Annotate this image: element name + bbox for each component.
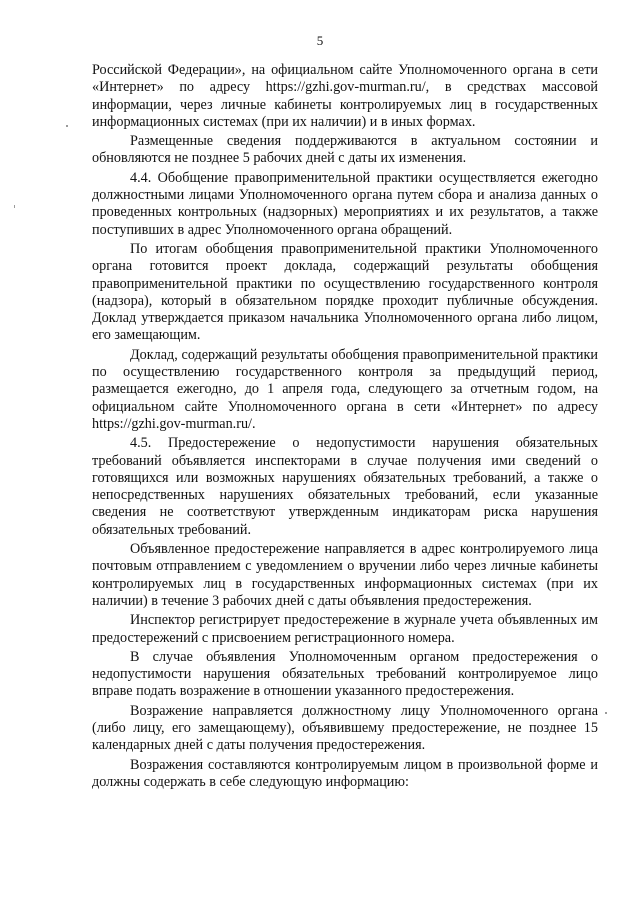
paragraph-4-5: 4.5. Предостережение о недопустимости нарушения обязательных требований объявляется инспекторами в случае получения ими сведений о готовящихся или возможных нарушениях обязательных требований, а также о непосредственных нарушениях обязательных требований, если указанные сведения не соответствуют утвержденным индикаторам риска нарушения обязательных требований.	[92, 435, 598, 538]
scan-speck	[605, 712, 607, 714]
document-body	[92, 62, 598, 791]
paragraph: Возражение направляется должностному лицу Уполномоченного органа (либо лицу, его замещающему), объявившему предостережение, не позднее 15 календарных дней с даты получения предостережения.	[92, 702, 598, 754]
scan-speck	[14, 205, 15, 208]
paragraph: В случае объявления Уполномоченным органом предостережения о недопустимости нарушения обязательных требований контролируемое лицо вправе подать возражение в отношении указанного предостережения.	[92, 648, 598, 700]
paragraph: Инспектор регистрирует предостережение в журнале учета объявленных им предостережений с присвоением регистрационного номера.	[92, 612, 598, 646]
paragraph: Объявленное предостережение направляется в адрес контролируемого лица почтовым отправлением с уведомлением о вручении либо через личные кабинеты контролируемых лиц в государственных информационных системах (при их наличии) в течение 3 рабочих дней с даты объявления предостережения.	[92, 541, 598, 609]
paragraph-4-4: 4.4. Обобщение правоприменительной практики осуществляется ежегодно должностными лицами Уполномоченного органа путем сбора и анализа данных о проведенных контрольных (надзорных) мероприятиях и их результатов, а также поступивших в адрес Уполномоченного органа обращений.	[92, 169, 598, 238]
paragraph-continuation: Российской Федерации», на официальном сайте Уполномоченного органа в сети «Интернет» по адресу https://gzhi.gov-murman.ru/, в средствах массовой информации, через личные кабинеты контролируемых лиц в государственных информационных системах (при их наличии) и в иных формах.	[92, 62, 598, 130]
paragraph: Доклад, содержащий результаты обобщения правоприменительной практики по осуществлению государственного контроля за предыдущий период, размещается ежегодно, до 1 апреля года, следующего за отчетным годом, на официальном сайте Уполномоченного органа в сети «Интернет» по адресу https://gzhi.gov-murman.ru/.	[92, 346, 598, 432]
scan-speck	[66, 125, 68, 127]
page-number: 5	[316, 33, 324, 48]
paragraph: Возражения составляются контролируемым лицом в произвольной форме и должны содержать в себе следующую информацию:	[92, 756, 598, 790]
paragraph: По итогам обобщения правоприменительной практики Уполномоченного органа готовится проект доклада, содержащий результаты обобщения правоприменительной практики по осуществлению государственного контроля (надзора), который в обязательном порядке проходит публичные обсуждения. Доклад утверждается приказом начальника Уполномоченного органа либо лицом, его замещающим.	[92, 240, 598, 344]
paragraph: Размещенные сведения поддерживаются в актуальном состоянии и обновляются не позднее 5 рабочих дней с даты их изменения.	[92, 133, 598, 167]
